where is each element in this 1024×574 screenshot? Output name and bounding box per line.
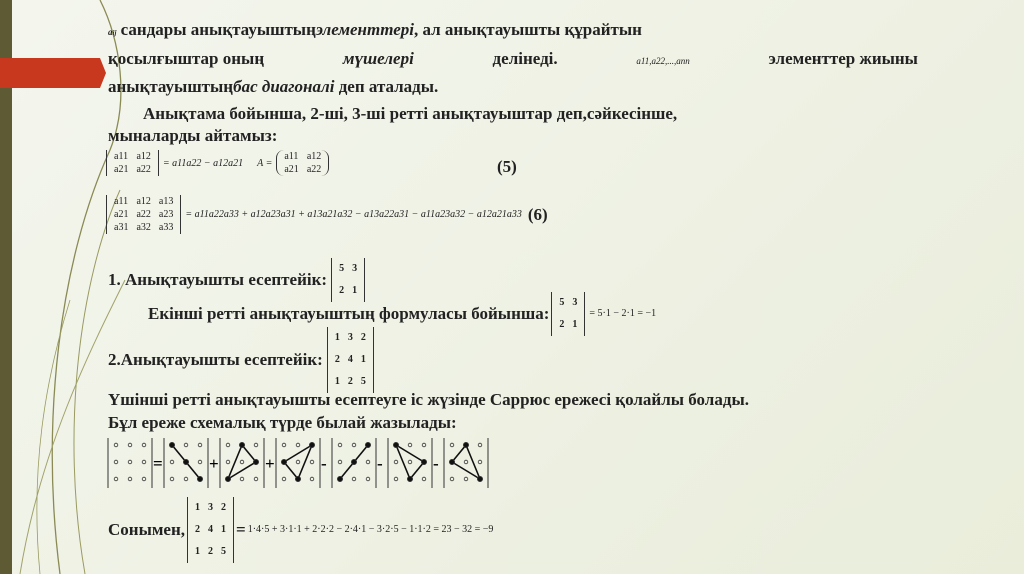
- p1-text-g: элементтер жиыны: [768, 49, 918, 68]
- hollow-dot: [114, 460, 118, 464]
- matrix-cell: 3: [572, 297, 578, 308]
- p1-text-d: қосылғыштар оның: [108, 49, 265, 68]
- filled-dot: [197, 476, 202, 481]
- result-line: [108, 497, 493, 563]
- matrix-cell: 2: [339, 285, 345, 296]
- ex1-text: Екінші ретті анықтауыштың формуласы бойынша:: [148, 304, 550, 323]
- definition-line: [143, 104, 918, 124]
- f6-rhs: = a11a22a33 + a12a23a31 + a13a21a32 − a13a22a31 − a11a23a32 − a12a21a33: [185, 209, 522, 220]
- matrix-cell: 2: [208, 546, 214, 557]
- matrix-cell: 1: [360, 354, 366, 365]
- p1-text-c: , ал анықтауышты құрайтын: [413, 20, 642, 39]
- hollow-dot: [198, 460, 202, 464]
- hollow-dot: [422, 477, 426, 481]
- filled-dot: [477, 476, 482, 481]
- hollow-dot: [366, 477, 370, 481]
- hollow-dot: [128, 443, 132, 447]
- scheme-operator: -: [377, 454, 383, 473]
- f5-rhs: = a11a22 − a12a21: [162, 157, 244, 169]
- sarrus-line: [410, 462, 424, 479]
- f6-matrix: [110, 195, 177, 234]
- matrix-cell: 5: [339, 263, 345, 274]
- matrix-cell: a31: [114, 222, 129, 233]
- hollow-dot: [240, 477, 244, 481]
- p1-text-b: элементтері: [315, 20, 414, 39]
- matrix-cell: 2: [221, 502, 227, 513]
- red-accent-bar: [0, 58, 100, 88]
- hollow-dot: [170, 460, 174, 464]
- hollow-dot: [184, 443, 188, 447]
- hollow-dot: [128, 460, 132, 464]
- red-accent-tip: [100, 58, 106, 88]
- filled-dot: [351, 459, 356, 464]
- ex1-result: = 5·1 − 2·1 = −1: [589, 308, 657, 319]
- hollow-dot: [450, 477, 454, 481]
- matrix-cell: a12: [306, 151, 322, 162]
- matrix-cell: 1: [334, 332, 340, 343]
- hollow-dot: [198, 443, 202, 447]
- f5-matrix: [110, 150, 155, 176]
- matrix-cell: a32: [136, 222, 151, 233]
- filled-dot: [337, 476, 342, 481]
- filled-dot: [407, 476, 412, 481]
- formula-5: [106, 150, 329, 176]
- paragraph-elements: [108, 20, 918, 97]
- hollow-dot: [282, 477, 286, 481]
- filled-dot: [393, 442, 398, 447]
- f6-number: (6): [527, 204, 548, 224]
- p1-text-e: мүшелері: [342, 49, 414, 68]
- matrix-cell: a23: [158, 209, 174, 220]
- hollow-dot: [310, 477, 314, 481]
- result-equals: =: [236, 520, 246, 539]
- p1-text-i: бас диагоналі: [233, 77, 335, 96]
- filled-dot: [225, 476, 230, 481]
- matrix-cell: a22: [136, 164, 151, 175]
- f5-number: (5): [497, 157, 517, 176]
- matrix-cell: 2: [360, 332, 366, 343]
- hollow-dot: [478, 460, 482, 464]
- ex1-matrix-2: [555, 292, 581, 336]
- matrix-cell: 3: [352, 263, 358, 274]
- hollow-dot: [226, 460, 230, 464]
- hollow-dot: [142, 443, 146, 447]
- matrix-cell: a11: [284, 151, 299, 162]
- matrix-cell: 1: [352, 285, 358, 296]
- ex2-matrix: [331, 327, 370, 393]
- hollow-dot: [226, 443, 230, 447]
- sarrus-line: [452, 445, 466, 462]
- scheme-operator: -: [321, 454, 327, 473]
- matrix-cell: a21: [114, 164, 129, 175]
- matrix-cell: a21: [114, 209, 129, 220]
- filled-dot: [281, 459, 286, 464]
- ex2-title: 2.Анықтауышты есептейік:: [108, 350, 323, 369]
- matrix-cell: 5: [559, 297, 565, 308]
- matrix-cell: a12: [136, 196, 151, 207]
- filled-dot: [449, 459, 454, 464]
- matrix-cell: 4: [208, 524, 214, 535]
- hollow-dot: [366, 460, 370, 464]
- matrix-cell: 1: [195, 546, 201, 557]
- hollow-dot: [240, 460, 244, 464]
- scheme-operator: -: [433, 454, 439, 473]
- aij-symbol: a: [108, 27, 113, 37]
- matrix-cell: 4: [347, 354, 353, 365]
- result-matrix: [191, 497, 230, 563]
- matrix-cell: 5: [221, 546, 227, 557]
- hollow-dot: [254, 477, 258, 481]
- hollow-dot: [170, 477, 174, 481]
- formula-6: [106, 195, 548, 234]
- hollow-dot: [478, 443, 482, 447]
- matrix-cell: a22: [306, 164, 322, 175]
- matrix-cell: 2: [347, 376, 353, 387]
- filled-dot: [365, 442, 370, 447]
- filled-dot: [421, 459, 426, 464]
- matrix-cell: 5: [360, 376, 366, 387]
- hollow-dot: [338, 460, 342, 464]
- matrix-cell: a22: [136, 209, 151, 220]
- aij-index: ij: [112, 29, 117, 37]
- matrix-cell: a13: [158, 196, 174, 207]
- hollow-dot: [464, 477, 468, 481]
- matrix-cell: 1: [572, 319, 578, 330]
- hollow-dot: [450, 443, 454, 447]
- p1-text-a: сандары анықтауыштың: [120, 20, 316, 39]
- filled-dot: [463, 442, 468, 447]
- diag-elements: a11,a22,...,ann: [636, 56, 690, 66]
- hollow-dot: [282, 443, 286, 447]
- filled-dot: [309, 442, 314, 447]
- filled-dot: [169, 442, 174, 447]
- filled-dot: [183, 459, 188, 464]
- matrix-cell: 1: [334, 376, 340, 387]
- hollow-dot: [142, 477, 146, 481]
- matrix-cell: a33: [158, 222, 174, 233]
- hollow-dot: [422, 443, 426, 447]
- example-2: [108, 327, 374, 393]
- result-expression: 1·4·5 + 3·1·1 + 2·2·2 − 2·4·1 − 3·2·5 − 1·1·2 = 23 − 32 = −9: [247, 524, 494, 535]
- hollow-dot: [114, 443, 118, 447]
- matrix-cell: 3: [208, 502, 214, 513]
- hollow-dot: [296, 460, 300, 464]
- matrix-cell: 2: [195, 524, 201, 535]
- filled-dot: [239, 442, 244, 447]
- matrix-cell: a11: [114, 151, 129, 162]
- matrix-cell: 1: [195, 502, 201, 513]
- p1-text-h: анықтауыштың: [108, 77, 234, 96]
- matrix-cell: 1: [221, 524, 227, 535]
- hollow-dot: [394, 460, 398, 464]
- hollow-dot: [310, 460, 314, 464]
- hollow-dot: [352, 477, 356, 481]
- matrix-cell: 2: [334, 354, 340, 365]
- hollow-dot: [408, 460, 412, 464]
- scheme-operator: +: [265, 454, 275, 473]
- hollow-dot: [296, 443, 300, 447]
- hollow-dot: [352, 443, 356, 447]
- hollow-dot: [254, 443, 258, 447]
- hollow-dot: [338, 443, 342, 447]
- p2-line1: Анықтама бойынша, 2-ші, 3-ші ретті анықтауыштар деп,сәйкесінше,: [143, 104, 678, 123]
- ex1-title: 1. Анықтауышты есептейік:: [108, 270, 328, 289]
- filled-dot: [253, 459, 258, 464]
- f5-a-label: A =: [257, 157, 273, 169]
- sarrus-line: [242, 445, 256, 462]
- matrix-cell: 3: [347, 332, 353, 343]
- scheme-operator: =: [153, 454, 163, 473]
- p2-line2: мыналарды айтамыз:: [108, 126, 278, 145]
- filled-dot: [295, 476, 300, 481]
- matrix-cell: a12: [136, 151, 151, 162]
- matrix-cell: a21: [284, 164, 299, 175]
- p1-text-f: делінеді.: [492, 49, 558, 68]
- hollow-dot: [394, 477, 398, 481]
- scheme-operator: +: [209, 454, 219, 473]
- hollow-dot: [408, 443, 412, 447]
- f5-matrix-a: [280, 150, 325, 176]
- sarrus-scheme-diagram: [106, 436, 506, 492]
- matrix-cell: a11: [114, 196, 129, 207]
- hollow-dot: [114, 477, 118, 481]
- matrix-cell: 2: [559, 319, 565, 330]
- hollow-dot: [128, 477, 132, 481]
- hollow-dot: [464, 460, 468, 464]
- p1-text-j: деп аталады.: [338, 77, 439, 96]
- hollow-dot: [184, 477, 188, 481]
- hollow-dot: [142, 460, 146, 464]
- sarrus-line1: Үшінші ретті анықтауышты есептеуге іс жүзінде Саррюс ережесі қолайлы болады.: [108, 390, 749, 409]
- sarrus-line2: Бұл ереже схемалық түрде былай жазылады:: [108, 413, 457, 432]
- result-label: Сонымен,: [108, 520, 186, 539]
- sarrus-line: [284, 462, 298, 479]
